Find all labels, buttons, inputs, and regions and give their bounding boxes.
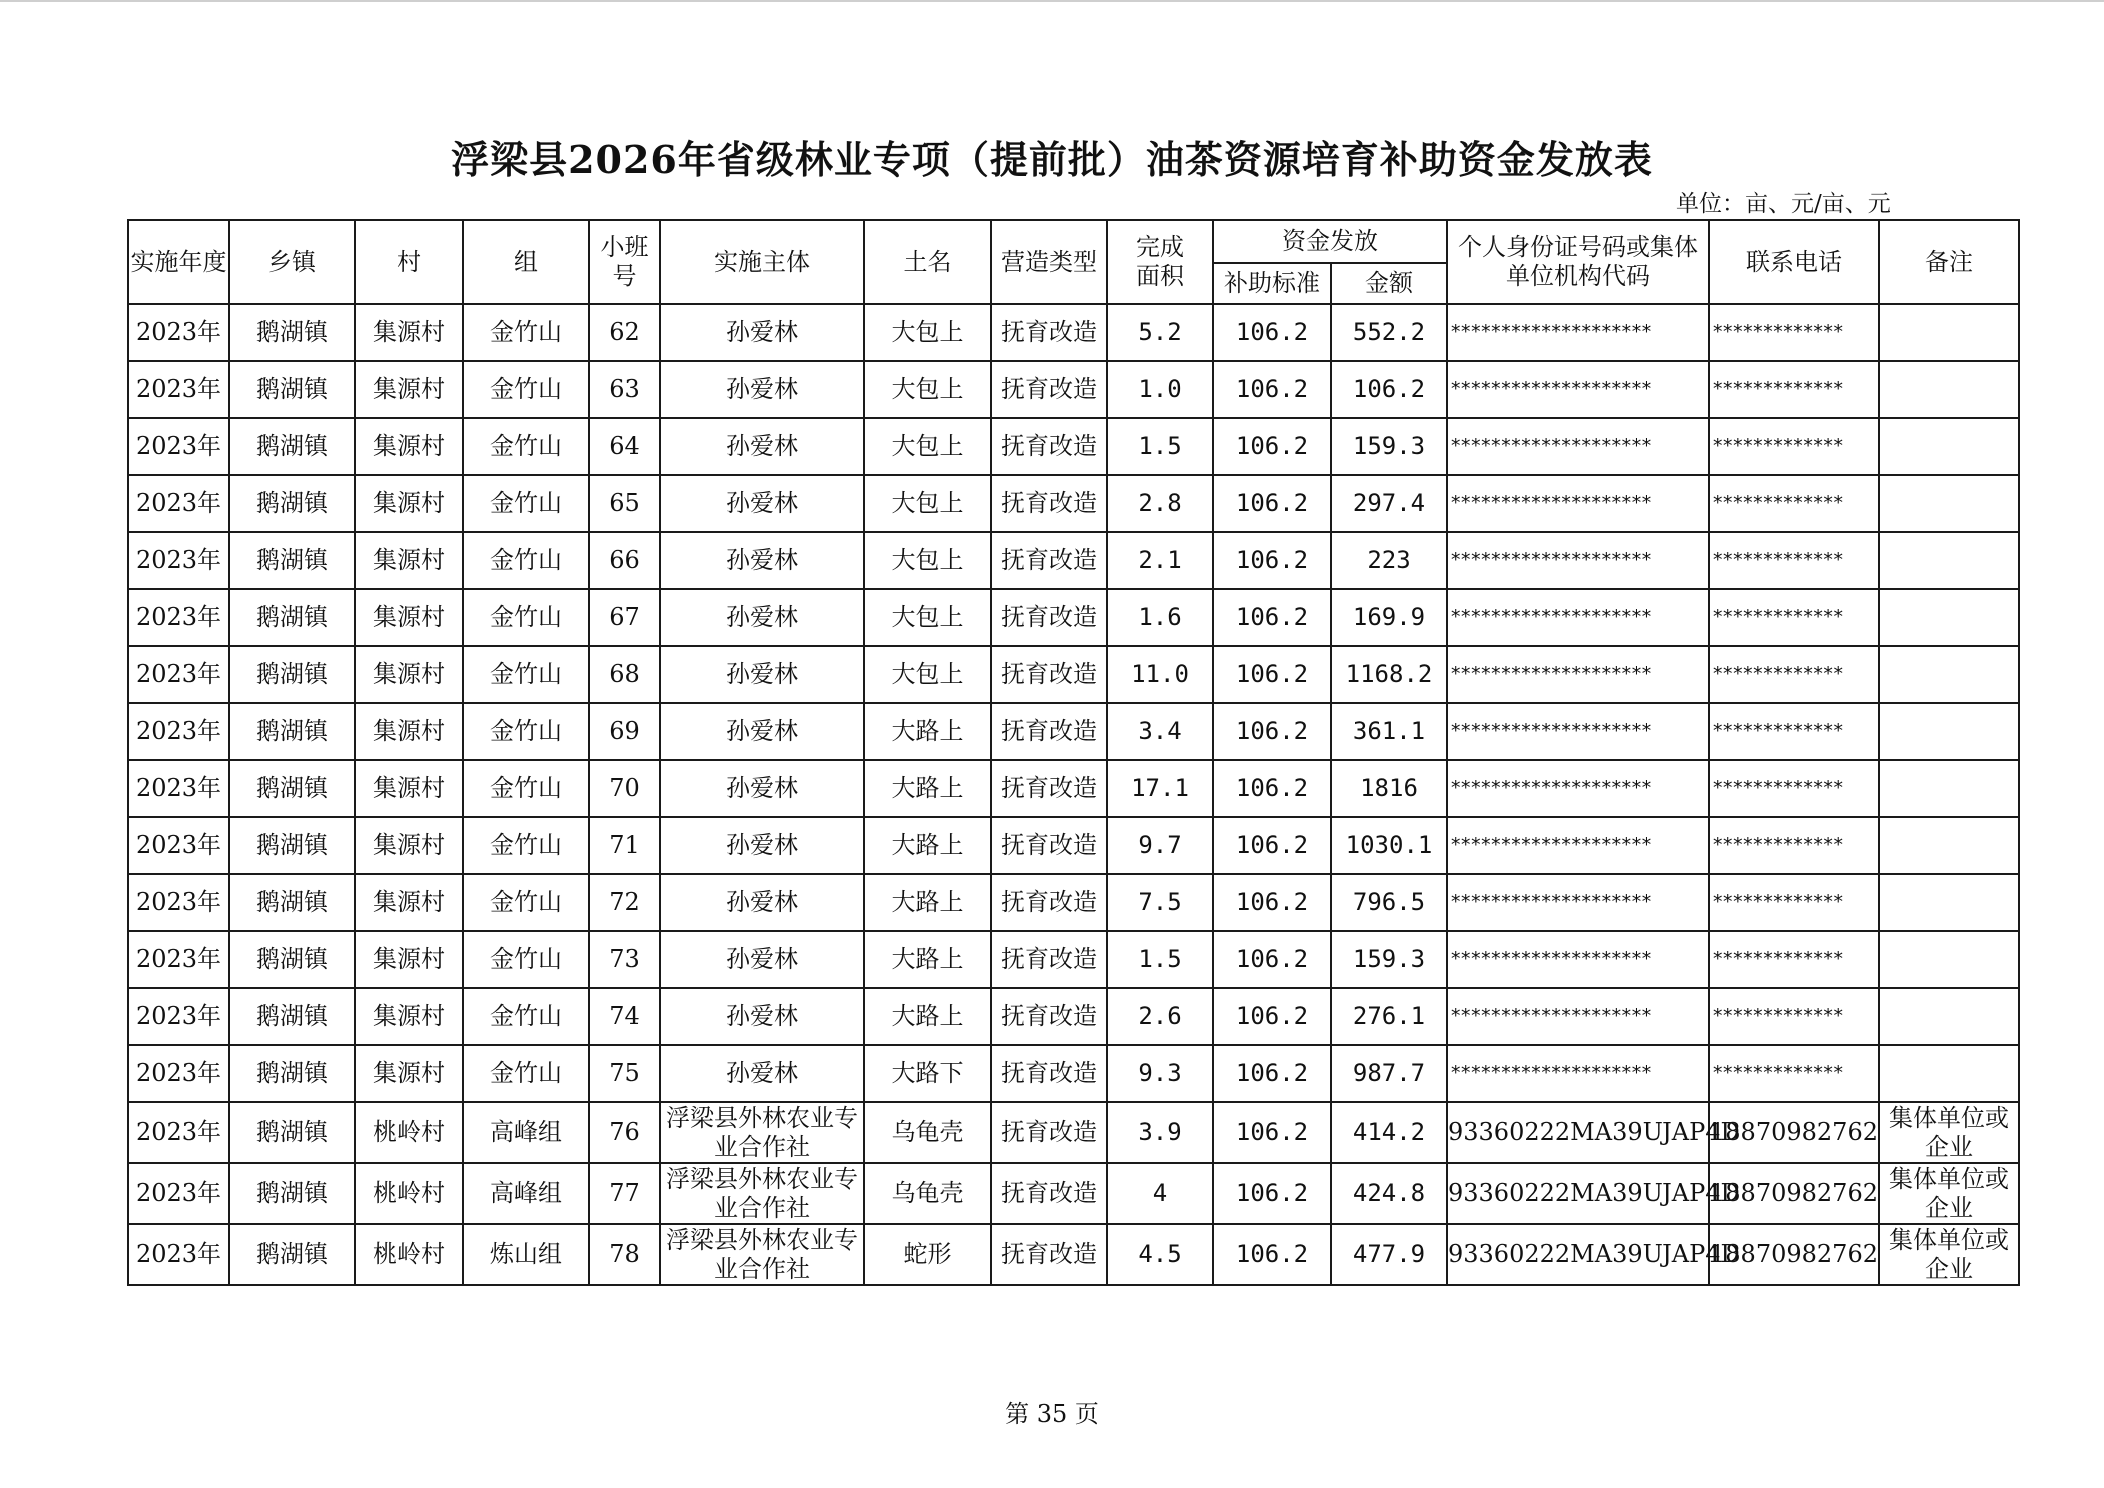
cell-town: 鹅湖镇 <box>229 1045 355 1102</box>
cell-land: 乌龟壳 <box>864 1163 991 1224</box>
cell-entity: 孙爱林 <box>660 760 864 817</box>
cell-amount: 169.9 <box>1331 589 1447 646</box>
cell-remark <box>1879 532 2019 589</box>
cell-year: 2023年 <box>128 1045 229 1102</box>
cell-standard: 106.2 <box>1213 475 1331 532</box>
cell-town: 鹅湖镇 <box>229 475 355 532</box>
cell-area: 9.3 <box>1107 1045 1213 1102</box>
cell-land: 大包上 <box>864 475 991 532</box>
cell-entity: 孙爱林 <box>660 532 864 589</box>
cell-phone: 18870982762 <box>1709 1102 1879 1163</box>
cell-entity: 孙爱林 <box>660 304 864 361</box>
cell-phone: 18870982762 <box>1709 1163 1879 1224</box>
cell-year: 2023年 <box>128 931 229 988</box>
cell-amount: 552.2 <box>1331 304 1447 361</box>
cell-entity: 孙爱林 <box>660 646 864 703</box>
subsidy-table <box>127 219 2020 1286</box>
cell-group: 金竹山 <box>463 304 589 361</box>
cell-group: 金竹山 <box>463 760 589 817</box>
cell-type: 抚育改造 <box>991 589 1107 646</box>
cell-standard: 106.2 <box>1213 589 1331 646</box>
cell-town: 鹅湖镇 <box>229 1102 355 1163</box>
unit-note: 单位：亩、元/亩、元 <box>1676 191 1891 217</box>
cell-standard: 106.2 <box>1213 361 1331 418</box>
cell-year: 2023年 <box>128 703 229 760</box>
cell-town: 鹅湖镇 <box>229 646 355 703</box>
cell-amount: 1168.2 <box>1331 646 1447 703</box>
cell-remark <box>1879 304 2019 361</box>
cell-standard: 106.2 <box>1213 760 1331 817</box>
cell-area: 3.9 <box>1107 1102 1213 1163</box>
cell-remark: 集体单位或企业 <box>1879 1224 2019 1285</box>
cell-remark <box>1879 646 2019 703</box>
cell-group: 炼山组 <box>463 1224 589 1285</box>
cell-year: 2023年 <box>128 532 229 589</box>
cell-plot: 66 <box>589 532 660 589</box>
cell-village: 集源村 <box>355 304 463 361</box>
cell-standard: 106.2 <box>1213 931 1331 988</box>
cell-area: 2.6 <box>1107 988 1213 1045</box>
header-phone: 联系电话 <box>1709 220 1879 304</box>
cell-land: 大路上 <box>864 817 991 874</box>
cell-land: 大路上 <box>864 931 991 988</box>
cell-type: 抚育改造 <box>991 931 1107 988</box>
document-title: 浮梁县2026年省级林业专项（提前批）油茶资源培育补助资金发放表 <box>451 137 1653 182</box>
cell-type: 抚育改造 <box>991 475 1107 532</box>
cell-group: 高峰组 <box>463 1102 589 1163</box>
cell-area: 2.8 <box>1107 475 1213 532</box>
cell-year: 2023年 <box>128 418 229 475</box>
cell-remark <box>1879 361 2019 418</box>
cell-area: 4 <box>1107 1163 1213 1224</box>
cell-village: 集源村 <box>355 817 463 874</box>
cell-group: 金竹山 <box>463 532 589 589</box>
cell-phone: ************* <box>1709 589 1879 646</box>
table-row <box>128 532 2019 589</box>
cell-plot: 63 <box>589 361 660 418</box>
cell-type: 抚育改造 <box>991 1163 1107 1224</box>
cell-phone: ************* <box>1709 760 1879 817</box>
cell-id: ******************** <box>1447 475 1709 532</box>
cell-town: 鹅湖镇 <box>229 589 355 646</box>
cell-id: ******************** <box>1447 532 1709 589</box>
cell-area: 1.0 <box>1107 361 1213 418</box>
cell-year: 2023年 <box>128 988 229 1045</box>
cell-land: 大包上 <box>864 361 991 418</box>
header-plot: 小班号 <box>589 220 660 304</box>
cell-village: 集源村 <box>355 874 463 931</box>
cell-amount: 1030.1 <box>1331 817 1447 874</box>
cell-village: 桃岭村 <box>355 1102 463 1163</box>
cell-phone: ************* <box>1709 304 1879 361</box>
cell-land: 大路上 <box>864 874 991 931</box>
cell-remark <box>1879 760 2019 817</box>
cell-year: 2023年 <box>128 361 229 418</box>
cell-amount: 159.3 <box>1331 418 1447 475</box>
cell-id: ******************** <box>1447 760 1709 817</box>
cell-group: 金竹山 <box>463 475 589 532</box>
cell-id: ******************** <box>1447 988 1709 1045</box>
cell-standard: 106.2 <box>1213 532 1331 589</box>
cell-area: 7.5 <box>1107 874 1213 931</box>
cell-land: 大路上 <box>864 988 991 1045</box>
cell-town: 鹅湖镇 <box>229 931 355 988</box>
cell-year: 2023年 <box>128 817 229 874</box>
cell-village: 集源村 <box>355 532 463 589</box>
cell-remark <box>1879 1045 2019 1102</box>
cell-land: 大路上 <box>864 760 991 817</box>
table-row <box>128 304 2019 361</box>
header-town: 乡镇 <box>229 220 355 304</box>
cell-plot: 72 <box>589 874 660 931</box>
table-row <box>128 1045 2019 1102</box>
header-type: 营造类型 <box>991 220 1107 304</box>
cell-land: 乌龟壳 <box>864 1102 991 1163</box>
cell-area: 1.5 <box>1107 418 1213 475</box>
cell-land: 大包上 <box>864 532 991 589</box>
cell-phone: ************* <box>1709 1045 1879 1102</box>
cell-group: 金竹山 <box>463 703 589 760</box>
table-row <box>128 1163 2019 1224</box>
cell-town: 鹅湖镇 <box>229 418 355 475</box>
cell-type: 抚育改造 <box>991 361 1107 418</box>
cell-area: 9.7 <box>1107 817 1213 874</box>
cell-remark <box>1879 589 2019 646</box>
table-row <box>128 1102 2019 1163</box>
cell-plot: 75 <box>589 1045 660 1102</box>
cell-year: 2023年 <box>128 874 229 931</box>
cell-town: 鹅湖镇 <box>229 988 355 1045</box>
cell-id: ******************** <box>1447 418 1709 475</box>
cell-id: ******************** <box>1447 703 1709 760</box>
cell-year: 2023年 <box>128 1224 229 1285</box>
cell-amount: 424.8 <box>1331 1163 1447 1224</box>
cell-plot: 65 <box>589 475 660 532</box>
cell-phone: ************* <box>1709 475 1879 532</box>
cell-phone: ************* <box>1709 988 1879 1045</box>
cell-town: 鹅湖镇 <box>229 817 355 874</box>
cell-year: 2023年 <box>128 304 229 361</box>
cell-remark <box>1879 874 2019 931</box>
table-row <box>128 874 2019 931</box>
cell-standard: 106.2 <box>1213 646 1331 703</box>
cell-entity: 孙爱林 <box>660 589 864 646</box>
cell-area: 4.5 <box>1107 1224 1213 1285</box>
header-remark: 备注 <box>1879 220 2019 304</box>
cell-year: 2023年 <box>128 1163 229 1224</box>
cell-type: 抚育改造 <box>991 874 1107 931</box>
cell-year: 2023年 <box>128 1102 229 1163</box>
cell-amount: 276.1 <box>1331 988 1447 1045</box>
cell-land: 蛇形 <box>864 1224 991 1285</box>
cell-id: ******************** <box>1447 817 1709 874</box>
cell-town: 鹅湖镇 <box>229 1224 355 1285</box>
cell-village: 集源村 <box>355 760 463 817</box>
cell-area: 1.5 <box>1107 931 1213 988</box>
cell-plot: 64 <box>589 418 660 475</box>
cell-standard: 106.2 <box>1213 988 1331 1045</box>
cell-amount: 987.7 <box>1331 1045 1447 1102</box>
top-border-line <box>0 0 2104 2</box>
cell-phone: ************* <box>1709 931 1879 988</box>
cell-group: 金竹山 <box>463 817 589 874</box>
cell-type: 抚育改造 <box>991 760 1107 817</box>
cell-type: 抚育改造 <box>991 304 1107 361</box>
cell-id: ******************** <box>1447 304 1709 361</box>
header-village: 村 <box>355 220 463 304</box>
cell-amount: 361.1 <box>1331 703 1447 760</box>
cell-type: 抚育改造 <box>991 1224 1107 1285</box>
table-row <box>128 988 2019 1045</box>
cell-amount: 297.4 <box>1331 475 1447 532</box>
cell-phone: ************* <box>1709 703 1879 760</box>
cell-group: 金竹山 <box>463 589 589 646</box>
cell-plot: 76 <box>589 1102 660 1163</box>
cell-town: 鹅湖镇 <box>229 304 355 361</box>
cell-plot: 74 <box>589 988 660 1045</box>
cell-plot: 78 <box>589 1224 660 1285</box>
cell-phone: ************* <box>1709 646 1879 703</box>
header-standard: 补助标准 <box>1213 263 1331 304</box>
cell-remark <box>1879 817 2019 874</box>
cell-area: 1.6 <box>1107 589 1213 646</box>
cell-town: 鹅湖镇 <box>229 703 355 760</box>
cell-id: ******************** <box>1447 589 1709 646</box>
cell-id: ******************** <box>1447 646 1709 703</box>
cell-amount: 1816 <box>1331 760 1447 817</box>
cell-id: ******************** <box>1447 361 1709 418</box>
cell-standard: 106.2 <box>1213 1102 1331 1163</box>
table-row <box>128 760 2019 817</box>
cell-phone: ************* <box>1709 532 1879 589</box>
cell-land: 大包上 <box>864 589 991 646</box>
cell-group: 金竹山 <box>463 361 589 418</box>
table-row <box>128 1224 2019 1285</box>
header-id: 个人身份证号码或集体单位机构代码 <box>1447 220 1709 304</box>
cell-town: 鹅湖镇 <box>229 361 355 418</box>
cell-village: 桃岭村 <box>355 1163 463 1224</box>
cell-phone: ************* <box>1709 418 1879 475</box>
cell-group: 金竹山 <box>463 874 589 931</box>
cell-type: 抚育改造 <box>991 1102 1107 1163</box>
cell-remark <box>1879 703 2019 760</box>
cell-standard: 106.2 <box>1213 1163 1331 1224</box>
table-row <box>128 475 2019 532</box>
table-row <box>128 646 2019 703</box>
cell-entity: 孙爱林 <box>660 817 864 874</box>
cell-plot: 70 <box>589 760 660 817</box>
cell-remark <box>1879 988 2019 1045</box>
cell-town: 鹅湖镇 <box>229 532 355 589</box>
cell-standard: 106.2 <box>1213 817 1331 874</box>
cell-year: 2023年 <box>128 475 229 532</box>
cell-land: 大包上 <box>864 418 991 475</box>
cell-village: 集源村 <box>355 931 463 988</box>
cell-id: 93360222MA39UJAP4D <box>1447 1224 1709 1285</box>
cell-standard: 106.2 <box>1213 1224 1331 1285</box>
cell-amount: 223 <box>1331 532 1447 589</box>
cell-entity: 孙爱林 <box>660 361 864 418</box>
cell-standard: 106.2 <box>1213 304 1331 361</box>
header-year: 实施年度 <box>128 220 229 304</box>
cell-remark: 集体单位或企业 <box>1879 1102 2019 1163</box>
cell-land: 大包上 <box>864 304 991 361</box>
cell-group: 金竹山 <box>463 988 589 1045</box>
cell-land: 大包上 <box>864 646 991 703</box>
cell-plot: 73 <box>589 931 660 988</box>
header-entity: 实施主体 <box>660 220 864 304</box>
cell-plot: 67 <box>589 589 660 646</box>
cell-plot: 77 <box>589 1163 660 1224</box>
cell-entity: 孙爱林 <box>660 988 864 1045</box>
cell-group: 金竹山 <box>463 931 589 988</box>
cell-village: 集源村 <box>355 589 463 646</box>
cell-village: 集源村 <box>355 646 463 703</box>
cell-type: 抚育改造 <box>991 646 1107 703</box>
cell-area: 2.1 <box>1107 532 1213 589</box>
cell-remark <box>1879 475 2019 532</box>
cell-id: ******************** <box>1447 931 1709 988</box>
table-row <box>128 931 2019 988</box>
cell-standard: 106.2 <box>1213 1045 1331 1102</box>
cell-village: 集源村 <box>355 703 463 760</box>
cell-entity: 浮梁县外林农业专业合作社 <box>660 1163 864 1224</box>
cell-plot: 62 <box>589 304 660 361</box>
table-row <box>128 418 2019 475</box>
cell-id: 93360222MA39UJAP4D <box>1447 1102 1709 1163</box>
cell-id: ******************** <box>1447 874 1709 931</box>
header-funding: 资金发放 <box>1213 220 1447 263</box>
cell-standard: 106.2 <box>1213 874 1331 931</box>
cell-entity: 孙爱林 <box>660 703 864 760</box>
cell-group: 金竹山 <box>463 646 589 703</box>
cell-area: 5.2 <box>1107 304 1213 361</box>
cell-type: 抚育改造 <box>991 817 1107 874</box>
cell-amount: 159.3 <box>1331 931 1447 988</box>
cell-group: 高峰组 <box>463 1163 589 1224</box>
cell-entity: 孙爱林 <box>660 874 864 931</box>
cell-group: 金竹山 <box>463 418 589 475</box>
cell-phone: 18870982762 <box>1709 1224 1879 1285</box>
cell-type: 抚育改造 <box>991 703 1107 760</box>
cell-type: 抚育改造 <box>991 988 1107 1045</box>
cell-type: 抚育改造 <box>991 418 1107 475</box>
header-row-1 <box>128 220 2019 263</box>
cell-amount: 477.9 <box>1331 1224 1447 1285</box>
cell-village: 集源村 <box>355 988 463 1045</box>
cell-entity: 浮梁县外林农业专业合作社 <box>660 1102 864 1163</box>
header-group: 组 <box>463 220 589 304</box>
cell-type: 抚育改造 <box>991 1045 1107 1102</box>
cell-standard: 106.2 <box>1213 703 1331 760</box>
cell-town: 鹅湖镇 <box>229 874 355 931</box>
cell-entity: 浮梁县外林农业专业合作社 <box>660 1224 864 1285</box>
cell-entity: 孙爱林 <box>660 931 864 988</box>
cell-id: ******************** <box>1447 1045 1709 1102</box>
cell-phone: ************* <box>1709 361 1879 418</box>
header-land: 土名 <box>864 220 991 304</box>
cell-town: 鹅湖镇 <box>229 1163 355 1224</box>
cell-remark <box>1879 418 2019 475</box>
cell-village: 集源村 <box>355 361 463 418</box>
cell-year: 2023年 <box>128 760 229 817</box>
cell-phone: ************* <box>1709 817 1879 874</box>
cell-standard: 106.2 <box>1213 418 1331 475</box>
cell-plot: 68 <box>589 646 660 703</box>
cell-year: 2023年 <box>128 589 229 646</box>
cell-area: 3.4 <box>1107 703 1213 760</box>
cell-village: 桃岭村 <box>355 1224 463 1285</box>
cell-amount: 106.2 <box>1331 361 1447 418</box>
cell-id: 93360222MA39UJAP4D <box>1447 1163 1709 1224</box>
cell-town: 鹅湖镇 <box>229 760 355 817</box>
cell-village: 集源村 <box>355 1045 463 1102</box>
page-number: 第 35 页 <box>1005 1400 1099 1428</box>
cell-village: 集源村 <box>355 418 463 475</box>
cell-plot: 69 <box>589 703 660 760</box>
cell-amount: 796.5 <box>1331 874 1447 931</box>
table-row <box>128 817 2019 874</box>
cell-amount: 414.2 <box>1331 1102 1447 1163</box>
cell-group: 金竹山 <box>463 1045 589 1102</box>
cell-entity: 孙爱林 <box>660 418 864 475</box>
cell-land: 大路下 <box>864 1045 991 1102</box>
cell-type: 抚育改造 <box>991 532 1107 589</box>
table-row <box>128 589 2019 646</box>
cell-phone: ************* <box>1709 874 1879 931</box>
table-row <box>128 361 2019 418</box>
cell-remark: 集体单位或企业 <box>1879 1163 2019 1224</box>
header-amount: 金额 <box>1331 263 1447 304</box>
header-area: 完成面积 <box>1107 220 1213 304</box>
cell-land: 大路上 <box>864 703 991 760</box>
cell-area: 11.0 <box>1107 646 1213 703</box>
cell-entity: 孙爱林 <box>660 1045 864 1102</box>
cell-year: 2023年 <box>128 646 229 703</box>
cell-area: 17.1 <box>1107 760 1213 817</box>
table-row <box>128 703 2019 760</box>
cell-entity: 孙爱林 <box>660 475 864 532</box>
cell-plot: 71 <box>589 817 660 874</box>
cell-village: 集源村 <box>355 475 463 532</box>
cell-remark <box>1879 931 2019 988</box>
